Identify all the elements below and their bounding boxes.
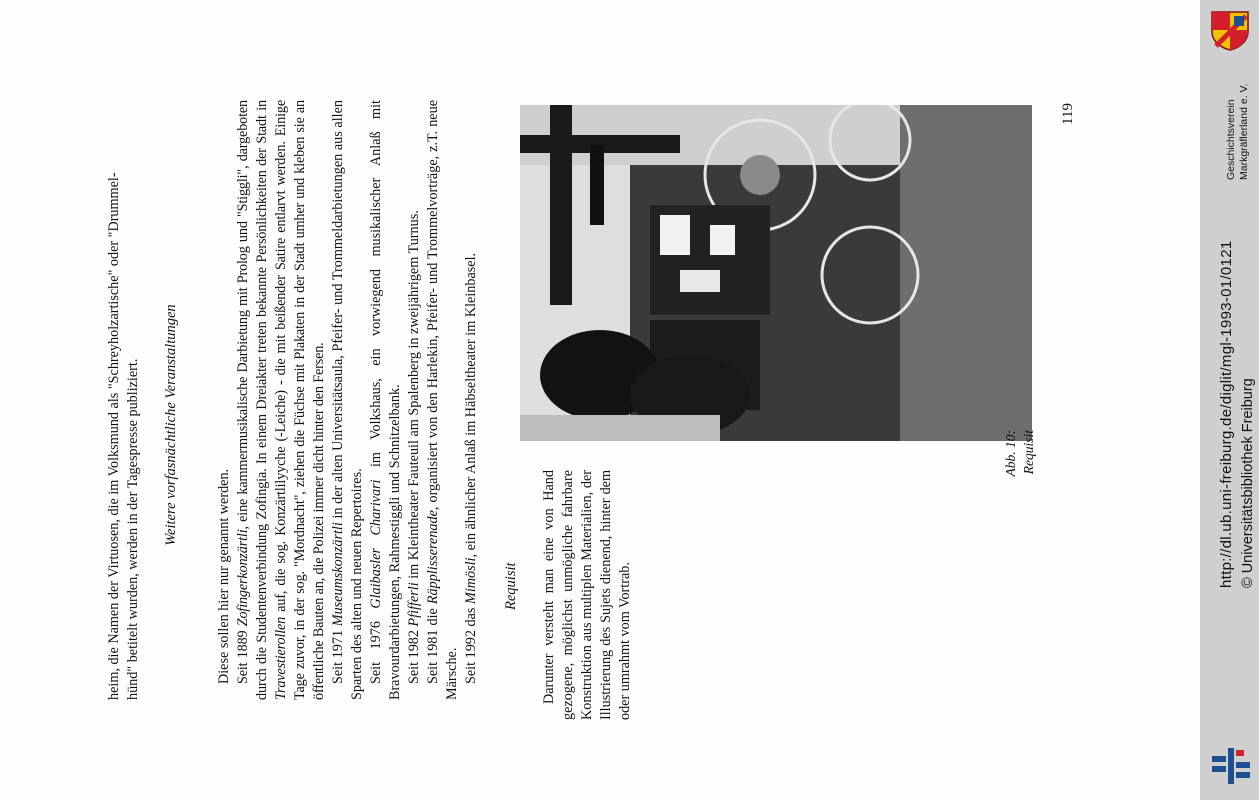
university-library-logo-icon[interactable]	[1210, 746, 1254, 786]
figure-caption	[1002, 430, 1038, 540]
paragraph-intro: Diese sollen hier nur genannt werden.	[216, 468, 232, 684]
section-heading-weitere: Weitere vorfasnächtliche Veranstaltungen	[163, 304, 179, 546]
copyright-notice: © Universitätsbibliothek Freiburg	[1240, 378, 1256, 588]
requisit-text-column	[540, 470, 635, 720]
paragraph-1889: Seit 1889 Zofingerkonzärtli, eine kammermusikalische Darbietung mit Prolog und "Stiggli", dargeboten durch die Studentenverbindung Zofingia. In einem Dreiakter treten bekannte Persönlichkeiten der Stadt in Travestierollen auf, die sog. Konzärtlilyyche (-Leiche) - die mit beißender Satire entlarvt werden. Einige Tage zuvor, in der sog. "Mordnacht", ziehen die Füchse mit Plakaten in der Stadt umher und kleben sie an öffentliche Bauten an, die Polizei immer dicht hinter den Fersen.	[235, 100, 327, 700]
section-heading-requisit: Requisit	[503, 562, 519, 610]
paragraph-1981: Seit 1981 die Räpplisserenade, organisiert von den Harlekin, Pfeifer- und Trommelvorträge, z.T. neue Märsche.	[425, 100, 460, 700]
page-number: 119	[1060, 103, 1076, 125]
caption-title: Requisit	[1021, 430, 1036, 475]
society-name-line2: Markgräflerland e. V.	[1238, 83, 1250, 180]
intro-line-1: heim, die Namen der Virtuosen, die im Volksmund als "Schreyholzartische" oder "Drummel-	[106, 172, 122, 700]
caption-number: Abb. 10:	[1003, 430, 1018, 477]
figure-photo-requisit	[520, 105, 1032, 441]
coat-of-arms-icon	[1208, 8, 1252, 52]
requisit-paragraph: Darunter versteht man eine von Hand gezogene, möglichst unmögliche fahrbare Konstruktion aus multiplen Materialien, der Illustrierung des Sujets dienend, hinter dem oder umrahmt vom Vortrab.	[541, 470, 633, 720]
paragraph-1976: Seit 1976 Glaibasler Charivari im Volkshaus, ein vorwiegend musikalischer Anlaß mit Bravourdarbietungen, Rahmestiggli und Schnitzelbank.	[368, 100, 403, 700]
paragraph-1982: Seit 1982 Pfifferli im Kleintheater Fauteuil am Spalenberg in zweijährigem Turnus.	[406, 210, 422, 684]
intro-line-2: hünd" betitelt wurden, werden in der Tagespresse publiziert.	[125, 358, 141, 700]
paragraph-1992: Seit 1992 das Mimösli, ein ähnlicher Anlaß im Häbseltheater im Kleinbasel.	[463, 252, 479, 684]
main-text-column	[105, 100, 481, 700]
document-url-link[interactable]: http://dl.ub.uni-freiburg.de/diglit/mgl-1993-01/0121	[1218, 240, 1235, 588]
society-name-line1: Geschichtsverein	[1225, 99, 1237, 180]
paragraph-1971: Seit 1971 Museumskonzärtli in der alten Universitätsaula, Pfeifer- und Trommeldarbietungen aus allen Sparten des alten und neuen Repertoires.	[330, 100, 365, 700]
